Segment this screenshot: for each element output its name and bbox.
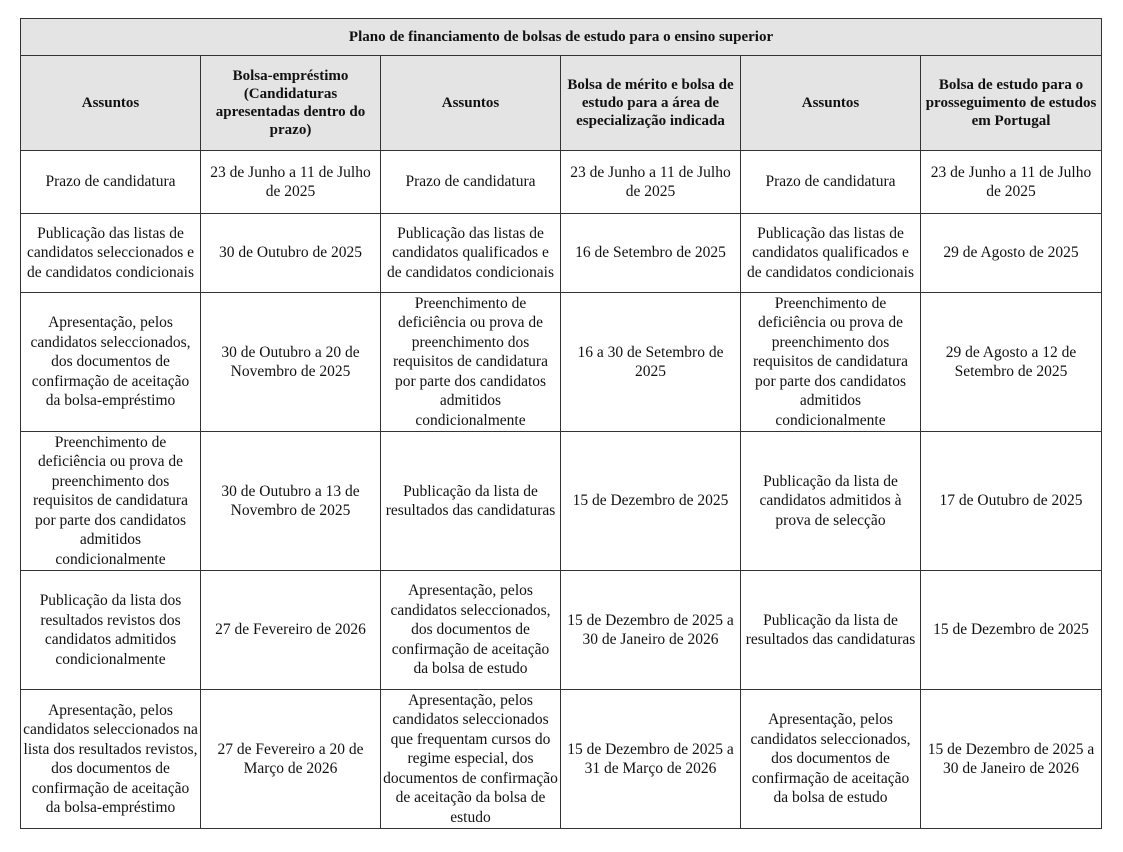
header-subjects-3: Assuntos [741, 56, 921, 151]
table-cell: 29 de Agosto de 2025 [921, 214, 1102, 293]
table-row [21, 151, 1102, 214]
table-cell: Publicação da lista dos resultados revistos dos candidatos admitidos condicionalmente [21, 571, 201, 690]
table-cell: 15 de Dezembro de 2025 a 31 de Março de 2026 [561, 690, 741, 829]
table-row [21, 214, 1102, 293]
table-cell: Publicação das listas de candidatos qualificados e de candidatos condicionais [741, 214, 921, 293]
table-cell: 23 de Junho a 11 de Julho de 2025 [201, 151, 381, 214]
table-cell: 15 de Dezembro de 2025 a 30 de Janeiro de 2026 [921, 690, 1102, 829]
table-title-row [21, 19, 1102, 56]
table-cell: Prazo de candidatura [381, 151, 561, 214]
table-cell: Preenchimento de deficiência ou prova de preenchimento dos requisitos de candidatura por parte dos candidatos admitidos condicionalmente [381, 293, 561, 432]
table-cell: 29 de Agosto a 12 de Setembro de 2025 [921, 293, 1102, 432]
header-loan-scholarship: Bolsa-empréstimo (Candidaturas apresentadas dentro do prazo) [201, 56, 381, 151]
table-cell: Apresentação, pelos candidatos seleccionados, dos documentos de confirmação de aceitação da bolsa de estudo [381, 571, 561, 690]
table-cell: Apresentação, pelos candidatos seleccionados na lista dos resultados revistos, dos documentos de confirmação de aceitação da bolsa-empréstimo [21, 690, 201, 829]
table-cell: Publicação da lista de resultados das candidaturas [381, 432, 561, 571]
header-merit-scholarship: Bolsa de mérito e bolsa de estudo para a área de especialização indicada [561, 56, 741, 151]
table-row [21, 571, 1102, 690]
table-cell: 23 de Junho a 11 de Julho de 2025 [561, 151, 741, 214]
table-cell: 27 de Fevereiro de 2026 [201, 571, 381, 690]
table-cell: Apresentação, pelos candidatos seleccionados, dos documentos de confirmação de aceitação da bolsa de estudo [741, 690, 921, 829]
table-cell: Apresentação, pelos candidatos seleccionados, dos documentos de confirmação de aceitação da bolsa-empréstimo [21, 293, 201, 432]
table-cell: 23 de Junho a 11 de Julho de 2025 [921, 151, 1102, 214]
scholarship-schedule-table [20, 18, 1102, 829]
table-cell: Publicação da lista de resultados das candidaturas [741, 571, 921, 690]
table-row [21, 690, 1102, 829]
table-cell: 17 de Outubro de 2025 [921, 432, 1102, 571]
header-subjects-2: Assuntos [381, 56, 561, 151]
table-cell: Apresentação, pelos candidatos seleccionados que frequentam cursos do regime especial, dos documentos de confirmação de aceitação da bolsa de estudo [381, 690, 561, 829]
table-cell: Prazo de candidatura [21, 151, 201, 214]
header-portugal-scholarship: Bolsa de estudo para o prosseguimento de estudos em Portugal [921, 56, 1102, 151]
table-cell: Preenchimento de deficiência ou prova de preenchimento dos requisitos de candidatura por parte dos candidatos admitidos condicionalmente [21, 432, 201, 571]
table-cell: 30 de Outubro de 2025 [201, 214, 381, 293]
table-cell: 30 de Outubro a 20 de Novembro de 2025 [201, 293, 381, 432]
table-cell: 15 de Dezembro de 2025 [921, 571, 1102, 690]
table-header-row [21, 56, 1102, 151]
table-cell: Prazo de candidatura [741, 151, 921, 214]
table-cell: Publicação das listas de candidatos qualificados e de candidatos condicionais [381, 214, 561, 293]
table-cell: 30 de Outubro a 13 de Novembro de 2025 [201, 432, 381, 571]
table-cell: 27 de Fevereiro a 20 de Março de 2026 [201, 690, 381, 829]
table-title: Plano de financiamento de bolsas de estudo para o ensino superior [21, 19, 1102, 56]
table-cell: Publicação das listas de candidatos seleccionados e de candidatos condicionais [21, 214, 201, 293]
table-row [21, 432, 1102, 571]
table-row [21, 293, 1102, 432]
table-cell: 15 de Dezembro de 2025 a 30 de Janeiro de 2026 [561, 571, 741, 690]
table-cell: 16 de Setembro de 2025 [561, 214, 741, 293]
table-cell: Preenchimento de deficiência ou prova de preenchimento dos requisitos de candidatura por parte dos candidatos admitidos condicionalmente [741, 293, 921, 432]
table-cell: 15 de Dezembro de 2025 [561, 432, 741, 571]
table-cell: Publicação da lista de candidatos admitidos à prova de selecção [741, 432, 921, 571]
table-cell: 16 a 30 de Setembro de 2025 [561, 293, 741, 432]
header-subjects-1: Assuntos [21, 56, 201, 151]
